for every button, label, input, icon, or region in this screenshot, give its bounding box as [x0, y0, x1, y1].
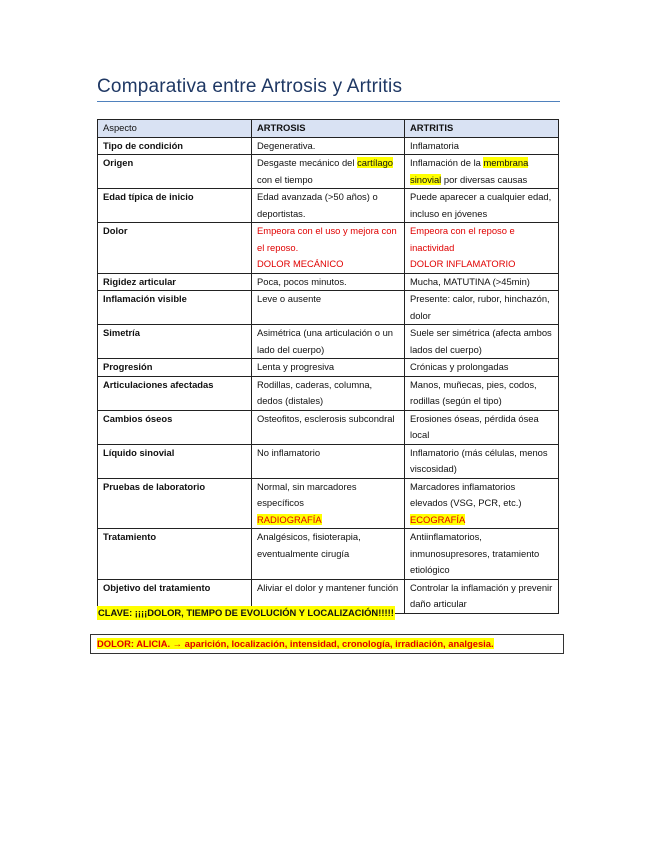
artritis-cell: [405, 478, 559, 529]
artritis-text: por diversas causas: [441, 173, 528, 185]
artrosis-text: Poca, pocos minutos.: [257, 275, 347, 287]
title-underline: [97, 101, 560, 102]
row-aspect: Cambios óseos: [98, 410, 252, 444]
row-aspect: Objetivo del tratamiento: [98, 579, 252, 613]
artrosis-text: Lenta y progresiva: [257, 361, 335, 372]
table-row: [98, 478, 559, 529]
artrosis-cell: [252, 376, 405, 410]
artrosis-text: Normal, sin marcadores específicos: [257, 480, 357, 508]
table-header-row: [98, 120, 559, 138]
artritis-text: Empeora con el reposo e inactividad: [410, 225, 515, 253]
artritis-text: Presente: calor, rubor, hinchazón, dolor: [410, 293, 550, 321]
artrosis-cell: [252, 223, 405, 274]
row-aspect: Líquido sinovial: [98, 444, 252, 478]
artrosis-text: Aliviar el dolor y mantener función: [257, 581, 399, 593]
artritis-cell: [405, 444, 559, 478]
table-row: [98, 376, 559, 410]
artrosis-cell: [252, 291, 405, 325]
artritis-text: Suele ser simétrica (afecta ambos lados del cuerpo): [410, 327, 552, 355]
row-aspect: Tratamiento: [98, 529, 252, 580]
table-row: [98, 273, 559, 291]
pain-mnemonic-box: [90, 634, 564, 654]
artrosis-cell: [252, 478, 405, 529]
artrosis-cell: [252, 359, 405, 377]
header-aspect: Aspecto: [98, 120, 252, 138]
header-artrosis: ARTROSIS: [252, 120, 405, 138]
table-row: [98, 359, 559, 377]
artrosis-cell: [252, 273, 405, 291]
artritis-cell: [405, 376, 559, 410]
pain-mnemonic-text: DOLOR: ALICIA. → aparición, localización, intensidad, cronología, irradiación, analgesia.: [97, 638, 494, 649]
table-row: [98, 529, 559, 580]
table-row: [98, 155, 559, 189]
document-title: Comparativa entre Artrosis y Artritis: [97, 76, 403, 97]
row-aspect: Simetría: [98, 325, 252, 359]
artritis-cell: [405, 325, 559, 359]
artritis-cell: [405, 359, 559, 377]
artritis-text: Inflamatorio (más células, menos viscosidad): [410, 446, 548, 474]
row-aspect: Rigidez articular: [98, 273, 252, 291]
artritis-text: Antiinflamatorios, inmunosupresores, tratamiento etiológico: [410, 531, 540, 575]
table-row: [98, 325, 559, 359]
row-aspect: Edad típica de inicio: [98, 189, 252, 223]
artritis-text: Puede aparecer a cualquier edad, incluso en jóvenes: [410, 191, 552, 219]
pain-type-label: DOLOR INFLAMATORIO: [410, 258, 516, 269]
table-row: [98, 137, 559, 155]
row-aspect: Pruebas de laboratorio: [98, 478, 252, 529]
header-artritis: ARTRITIS: [405, 120, 559, 138]
artritis-cell: [405, 410, 559, 444]
row-aspect: Progresión: [98, 359, 252, 377]
comparison-table: [97, 119, 559, 614]
artrosis-cell: [252, 444, 405, 478]
artrosis-text: Edad avanzada (>50 años) o deportistas.: [257, 191, 378, 219]
row-aspect: Tipo de condición: [98, 137, 252, 155]
row-aspect: Origen: [98, 155, 252, 189]
artritis-cell: [405, 291, 559, 325]
artrosis-text: Leve o ausente: [257, 293, 322, 304]
artritis-cell: [405, 223, 559, 274]
artrosis-text: Rodillas, caderas, columna, dedos (distales): [257, 378, 373, 406]
artrosis-text: con el tiempo: [257, 173, 313, 185]
artritis-cell: [405, 137, 559, 155]
artrosis-text: Degenerativa.: [257, 139, 316, 151]
imaging-test-label: RADIOGRAFÍA: [257, 513, 322, 525]
artritis-cell: [405, 529, 559, 580]
table-row: [98, 410, 559, 444]
artritis-cell: [405, 155, 559, 189]
artrosis-cell: [252, 325, 405, 359]
table-row: [98, 291, 559, 325]
artritis-text: Erosiones óseas, pérdida ósea local: [410, 412, 539, 440]
artritis-text: Inflamación de la: [410, 157, 484, 168]
artritis-text: Manos, muñecas, pies, codos, rodillas (según el tipo): [410, 378, 537, 406]
row-aspect: Inflamación visible: [98, 291, 252, 325]
imaging-test-label: ECOGRAFÍA: [410, 513, 466, 525]
row-aspect: Articulaciones afectadas: [98, 376, 252, 410]
artrosis-text: Asimétrica (una articulación o un lado del cuerpo): [257, 327, 394, 355]
artritis-text: Inflamatoria: [410, 139, 459, 151]
artrosis-cell: [252, 410, 405, 444]
row-aspect: Dolor: [98, 223, 252, 274]
highlighted-term: cartílago: [357, 157, 394, 168]
table-row: [98, 223, 559, 274]
artrosis-cell: [252, 155, 405, 189]
artrosis-text: Desgaste mecánico del: [257, 157, 358, 168]
highlighted-term: membrana sinovial: [410, 157, 529, 185]
artrosis-text: Empeora con el uso y mejora con el reposo.: [257, 225, 397, 253]
table-row: [98, 444, 559, 478]
artrosis-text: Osteofitos, esclerosis subcondral: [257, 412, 395, 424]
artrosis-text: No inflamatorio: [257, 446, 321, 458]
artrosis-text: Analgésicos, fisioterapia, eventualmente cirugía: [257, 531, 361, 559]
artrosis-cell: [252, 529, 405, 580]
artritis-text: Marcadores inflamatorios elevados (VSG, PCR, etc.): [410, 480, 522, 508]
table-row: [98, 189, 559, 223]
pain-type-label: DOLOR MECÁNICO: [257, 258, 344, 269]
artrosis-cell: [252, 137, 405, 155]
artritis-text: Controlar la inflamación y prevenir daño articular: [410, 581, 553, 609]
artritis-text: Crónicas y prolongadas: [410, 361, 509, 372]
artrosis-cell: [252, 189, 405, 223]
artritis-cell: [405, 579, 559, 613]
artritis-cell: [405, 273, 559, 291]
artritis-cell: [405, 189, 559, 223]
artritis-text: Mucha, MATUTINA (>45min): [410, 275, 530, 287]
key-note: CLAVE: ¡¡¡¡DOLOR, TIEMPO DE EVOLUCIÓN Y LOCALIZACIÓN!!!!!: [98, 607, 394, 618]
